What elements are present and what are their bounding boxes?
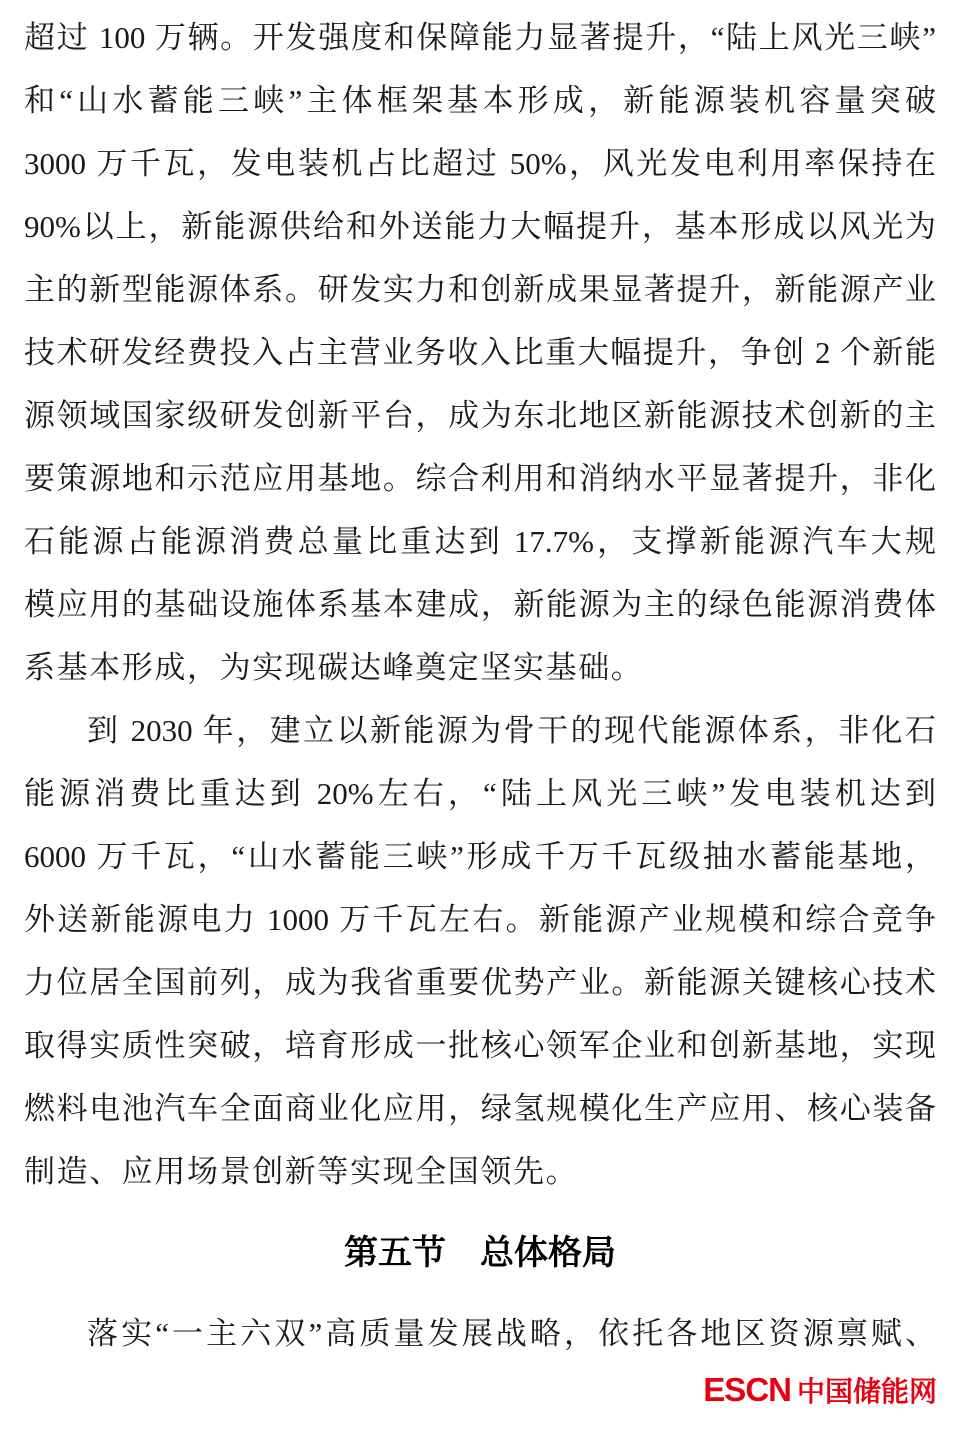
text-line: 能源消费比重达到 20%左右，“陆上风光三峡”发电装机达到 xyxy=(24,776,936,811)
text-line: 超过 100 万辆。开发强度和保障能力显著提升，“陆上风光三峡” xyxy=(24,20,936,55)
document-text-block xyxy=(24,6,936,1365)
text-line: 6000 万千瓦，“山水蓄能三峡”形成千万千瓦级抽水蓄能基地， xyxy=(24,839,936,874)
text-line-paragraph-start: 落实“一主六双”高质量发展战略，依托各地区资源禀赋、 xyxy=(87,1316,936,1351)
text-line: 要策源地和示范应用基地。综合利用和消纳水平显著提升，非化 xyxy=(24,461,936,496)
section-heading: 第五节 总体格局 xyxy=(344,1234,616,1272)
text-line: 90%以上，新能源供给和外送能力大幅提升，基本形成以风光为 xyxy=(24,209,936,244)
escn-logo-latin-text: ESCN xyxy=(703,1371,791,1408)
escn-logo-chinese-text: 中国储能网 xyxy=(796,1376,937,1407)
text-line: 源领域国家级研发创新平台，成为东北地区新能源技术创新的主 xyxy=(24,398,936,433)
text-line: 主的新型能源体系。研发实力和创新成果显著提升，新能源产业 xyxy=(24,272,936,307)
text-line-paragraph-end: 系基本形成，为实现碳达峰奠定坚实基础。 xyxy=(24,650,644,685)
text-line: 外送新能源电力 1000 万千瓦左右。新能源产业规模和综合竞争 xyxy=(24,902,936,937)
text-line: 燃料电池汽车全面商业化应用，绿氢规模化生产应用、核心装备 xyxy=(24,1091,936,1126)
text-line-paragraph-end: 制造、应用场景创新等实现全国领先。 xyxy=(24,1154,579,1189)
text-line: 模应用的基础设施体系基本建成，新能源为主的绿色能源消费体 xyxy=(24,587,936,622)
text-line: 技术研发经费投入占主营业务收入比重大幅提升，争创 2 个新能 xyxy=(24,335,936,370)
text-line: 取得实质性突破，培育形成一批核心领军企业和创新基地，实现 xyxy=(24,1028,936,1063)
text-line: 石能源占能源消费总量比重达到 17.7%，支撑新能源汽车大规 xyxy=(24,524,936,559)
text-line: 和“山水蓄能三峡”主体框架基本形成，新能源装机容量突破 xyxy=(24,83,936,118)
escn-logo xyxy=(703,1370,937,1410)
text-line-paragraph-start: 到 2030 年，建立以新能源为骨干的现代能源体系，非化石 xyxy=(87,713,936,748)
text-line: 力位居全国前列，成为我省重要优势产业。新能源关键核心技术 xyxy=(24,965,936,1000)
text-line: 3000 万千瓦，发电装机占比超过 50%，风光发电利用率保持在 xyxy=(24,146,936,181)
